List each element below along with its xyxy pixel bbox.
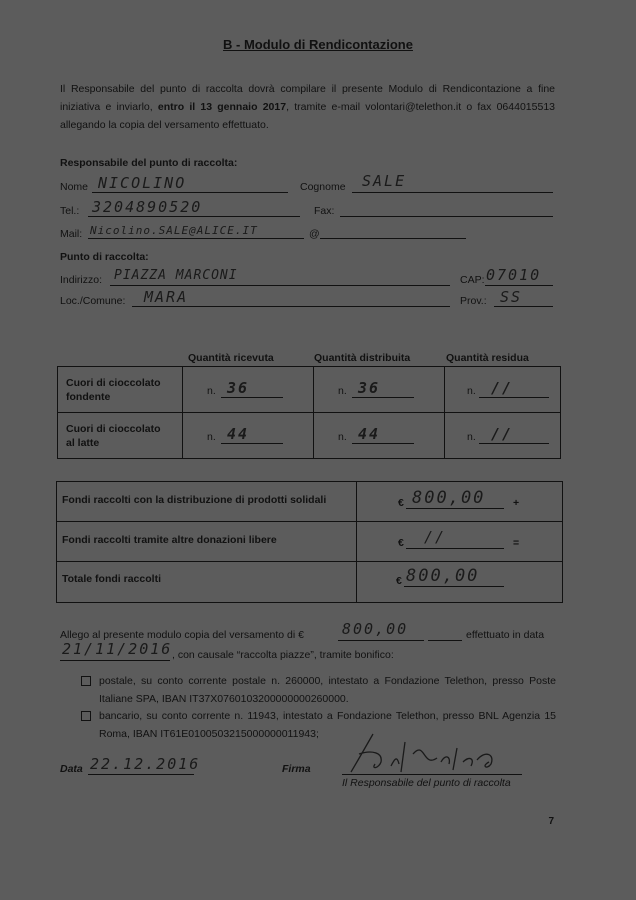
comune-line [132, 306, 450, 307]
plus-sign: + [513, 497, 520, 509]
row-label [58, 367, 183, 413]
form-title: B - Modulo di Rendicontazione [223, 37, 413, 52]
value-line [479, 443, 549, 444]
allegato-text1: Allego al presente modulo copia del versamento di € [60, 629, 304, 641]
checkbox-bancario[interactable] [81, 711, 91, 721]
indirizzo-label: Indirizzo: [60, 274, 103, 286]
n-prefix: n. [338, 385, 347, 397]
equals-sign: = [513, 537, 520, 549]
value: 36 [227, 379, 250, 397]
cell-residua[interactable] [445, 367, 561, 413]
data-label: Data [60, 763, 83, 775]
cell-residua[interactable] [445, 413, 561, 459]
opzione-postale: postale, su conto corrente postale n. 260000, intestato a Fondazione Telethon, presso Poste Italiane SPA, IBAN IT37X0760103200000000260000. [99, 675, 556, 705]
nome-label: Nome [60, 181, 89, 193]
intro-part2: , tramite e-mail volontari@telethon.it o fax 0644015513 allegando la copia del versamento effettuato. [60, 101, 555, 131]
value-line [479, 397, 549, 398]
tel-line [88, 216, 300, 217]
fondi-label-donazioni: Fondi raccolti tramite altre donazioni libere [62, 534, 277, 546]
prov-line [494, 306, 553, 307]
n-prefix: n. [207, 385, 216, 397]
signature[interactable] [345, 728, 520, 778]
indirizzo-line [110, 285, 450, 286]
table-row [58, 367, 561, 413]
row-label [58, 413, 183, 459]
row-label-text: Cuori di cioccolato al latte [66, 422, 161, 449]
value: 44 [358, 425, 381, 443]
mail-domain-line [320, 238, 466, 239]
value: 36 [358, 379, 381, 397]
intro-deadline: entro il 13 gennaio 2017 [157, 101, 287, 113]
allegato-data[interactable]: 21/11/2016 [62, 640, 173, 658]
fondi-divider [56, 521, 562, 522]
comune-value[interactable]: MARA [144, 288, 189, 306]
header-distribuita: Quantità distribuita [314, 352, 411, 364]
fax-label: Fax: [314, 205, 335, 217]
value-line [352, 397, 414, 398]
row-label-text: Cuori di cioccolato fondente [66, 376, 161, 403]
intro-part1: Il Responsabile del punto di raccolta dovrà compilare il presente Modulo di Rendicontazione a fine iniziativa e inviarlo, [60, 83, 555, 113]
value: // [491, 425, 514, 443]
header-ricevuta: Quantità ricevuta [188, 352, 274, 364]
data-line [88, 774, 194, 775]
euro-sign: € [398, 537, 404, 549]
allegato-importo[interactable]: 800,00 [342, 620, 409, 638]
table-row [58, 413, 561, 459]
value: 44 [227, 425, 250, 443]
punto-heading: Punto di raccolta: [60, 251, 149, 263]
n-prefix: n. [338, 431, 347, 443]
fondi-value-donazioni[interactable]: // [424, 528, 447, 546]
cell-distribuita[interactable] [314, 367, 445, 413]
allegato-text2: effettuato in data [466, 629, 545, 641]
nome-line [92, 192, 288, 193]
opzione-bancario: bancario, su conto corrente n. 11943, intestato a Fondazione Telethon, presso BNL Agenzia 15 Roma, IBAN IT61E0100503215000000011943; [99, 710, 556, 740]
at-sign: @ [309, 228, 320, 240]
cap-line [485, 285, 553, 286]
cell-distribuita[interactable] [314, 413, 445, 459]
indirizzo-value[interactable]: PIAZZA MARCONI [114, 268, 238, 283]
cognome-line [352, 192, 553, 193]
cognome-value[interactable]: SALE [362, 172, 407, 190]
n-prefix: n. [467, 385, 476, 397]
importo-cents-line [428, 640, 462, 641]
euro-sign: € [396, 575, 402, 587]
fondi-label-totale: Totale fondi raccolti [62, 573, 161, 585]
fondi-value-distribuzione[interactable]: 800,00 [412, 488, 486, 508]
mail-label: Mail: [60, 228, 83, 240]
intro-paragraph [60, 80, 555, 134]
fondi-value-line [406, 548, 504, 549]
prov-label: Prov.: [460, 295, 487, 307]
page-number: 7 [548, 816, 554, 827]
fondi-value-totale[interactable]: 800,00 [406, 566, 480, 586]
firma-label: Firma [282, 763, 311, 775]
value: // [491, 379, 514, 397]
header-residua: Quantità residua [446, 352, 529, 364]
fax-line [340, 216, 553, 217]
n-prefix: n. [467, 431, 476, 443]
mail-value[interactable]: Nicolino.SALE@ALICE.IT [90, 224, 258, 237]
comune-label: Loc./Comune: [60, 295, 126, 307]
fondi-value-line [406, 508, 504, 509]
nome-value[interactable]: NICOLINO [98, 174, 187, 192]
mail-line [88, 238, 304, 239]
fondi-value-line [404, 586, 504, 587]
data-versamento-line [60, 660, 170, 661]
tel-label: Tel.: [60, 205, 80, 217]
fondi-column-divider [356, 481, 357, 602]
value-line [352, 443, 414, 444]
fondi-divider [56, 561, 562, 562]
value-line [221, 443, 283, 444]
quantita-table [57, 366, 561, 459]
cell-ricevuta[interactable] [183, 413, 314, 459]
cell-ricevuta[interactable] [183, 367, 314, 413]
firma-caption: Il Responsabile del punto di raccolta [342, 777, 511, 789]
fondi-label-distribuzione: Fondi raccolti con la distribuzione di prodotti solidali [62, 494, 327, 506]
value-line [221, 397, 283, 398]
euro-sign: € [398, 497, 404, 509]
data-value[interactable]: 22.12.2016 [90, 755, 201, 773]
allegato-text3: , con causale “raccolta piazze”, tramite bonifico: [172, 649, 394, 661]
tel-value[interactable]: 3204890520 [92, 198, 203, 216]
cognome-label: Cognome [300, 181, 346, 193]
cap-label: CAP: [460, 274, 485, 286]
responsabile-heading: Responsabile del punto di raccolta: [60, 157, 238, 169]
importo-line [338, 640, 424, 641]
cap-value[interactable]: 07010 [486, 266, 542, 284]
prov-value[interactable]: SS [500, 288, 523, 306]
n-prefix: n. [207, 431, 216, 443]
checkbox-postale[interactable] [81, 676, 91, 686]
